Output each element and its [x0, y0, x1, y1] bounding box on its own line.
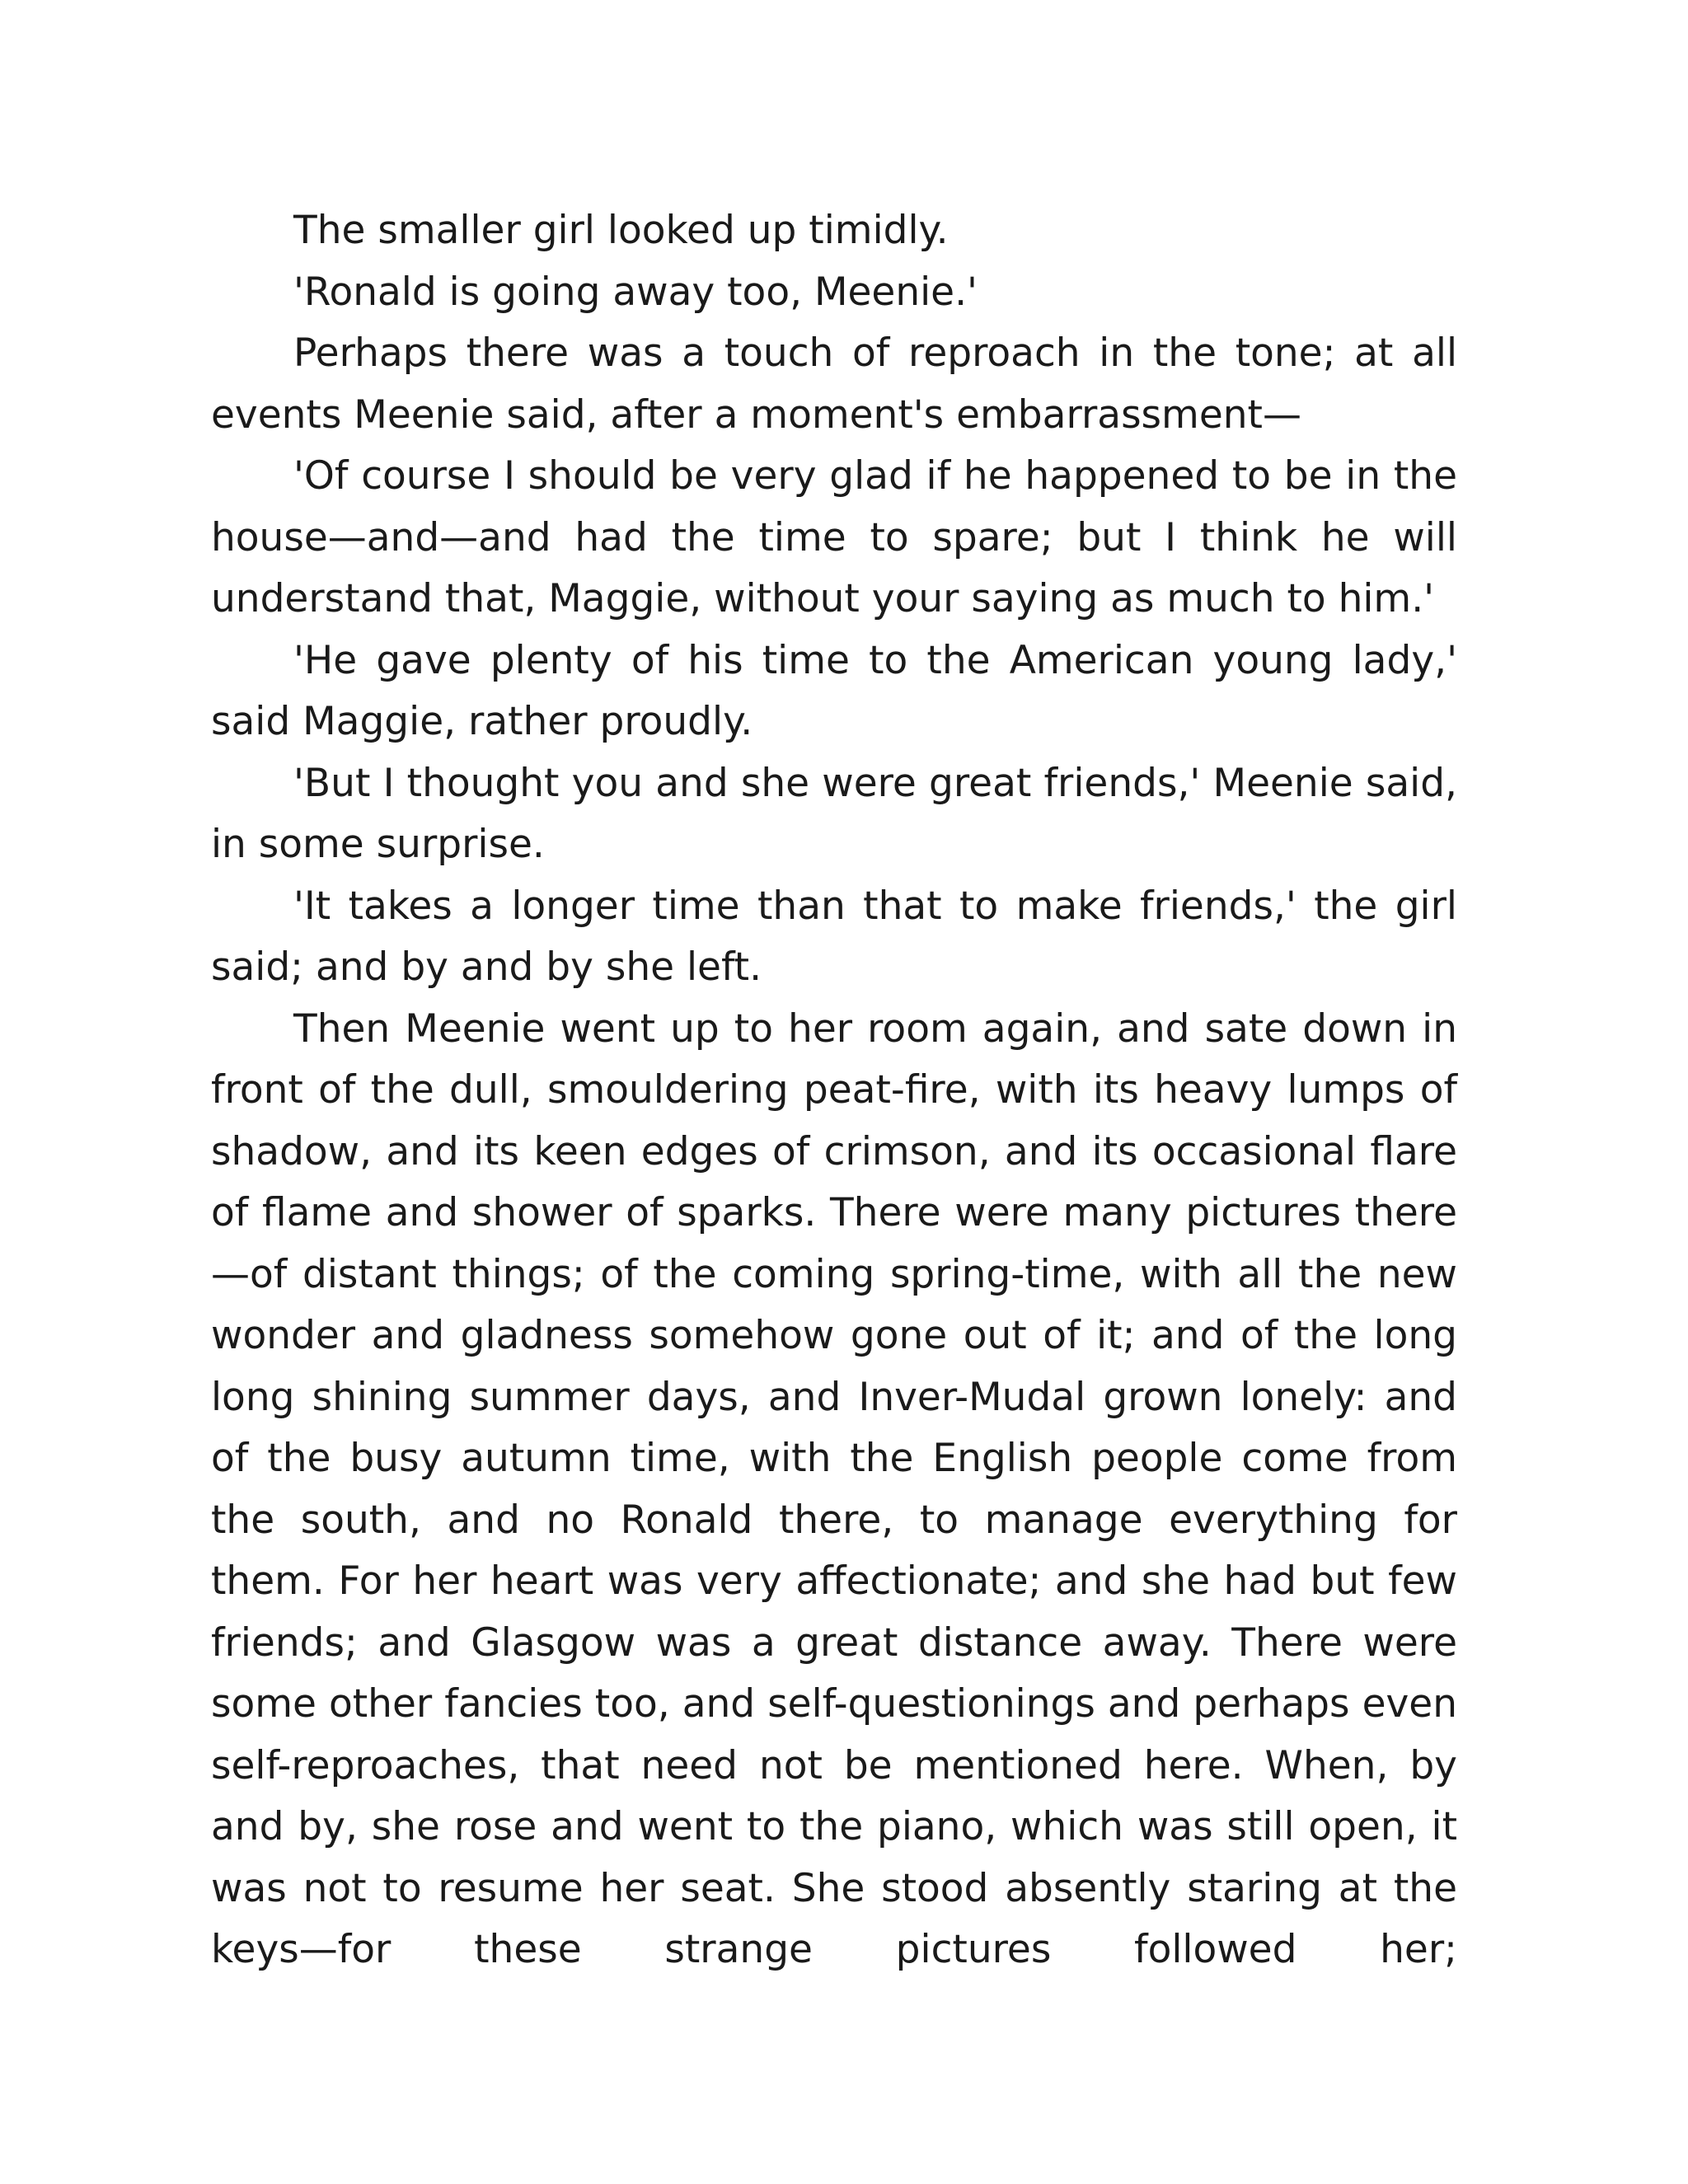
paragraph: The smaller girl looked up timidly.: [293, 208, 949, 253]
paragraph: 'Ronald is going away too, Meenie.': [293, 269, 978, 315]
paragraph: 'He gave plenty of his time to the American young lady,' said Maggie, rather proudly.: [211, 637, 1457, 744]
paragraph: 'Of course I should be very glad if he happened to be in the house—and—and had the time to spare; but I think he will understand that, Maggie, without your saying as much to him.': [211, 453, 1457, 621]
paragraph: 'It takes a longer time than that to make friends,' the girl said; and by and by she left.: [211, 883, 1457, 990]
page-text: [211, 200, 1457, 1981]
paragraph: Then Meenie went up to her room again, and sate down in front of the dull, smouldering peat-fire, with its heavy lumps of shadow, and its keen edges of crimson, and its occasional flare of flame and shower of sparks. There were many pictures there—of distant things; of the coming spring-time, with all the new wonder and gladness somehow gone out of it; and of the long long shining summer days, and Inver-Mudal grown lonely: and of the busy autumn time, with the English people come from the south, and no Ronald there, to manage everything for them. For her heart was very affectionate; and she had but few friends; and Glasgow was a great distance away. There were some other fancies too, and self-questionings and perhaps even self-reproaches, that need not be mentioned here. When, by and by, she rose and went to the piano, which was still open, it was not to resume her seat. She stood absently staring at the keys—for these strange pictures followed her;: [211, 1005, 1457, 1972]
paragraph: 'But I thought you and she were great friends,' Meenie said, in some surprise.: [211, 760, 1457, 867]
paragraph: Perhaps there was a touch of reproach in the tone; at all events Meenie said, after a moment's embarrassment—: [211, 330, 1457, 438]
